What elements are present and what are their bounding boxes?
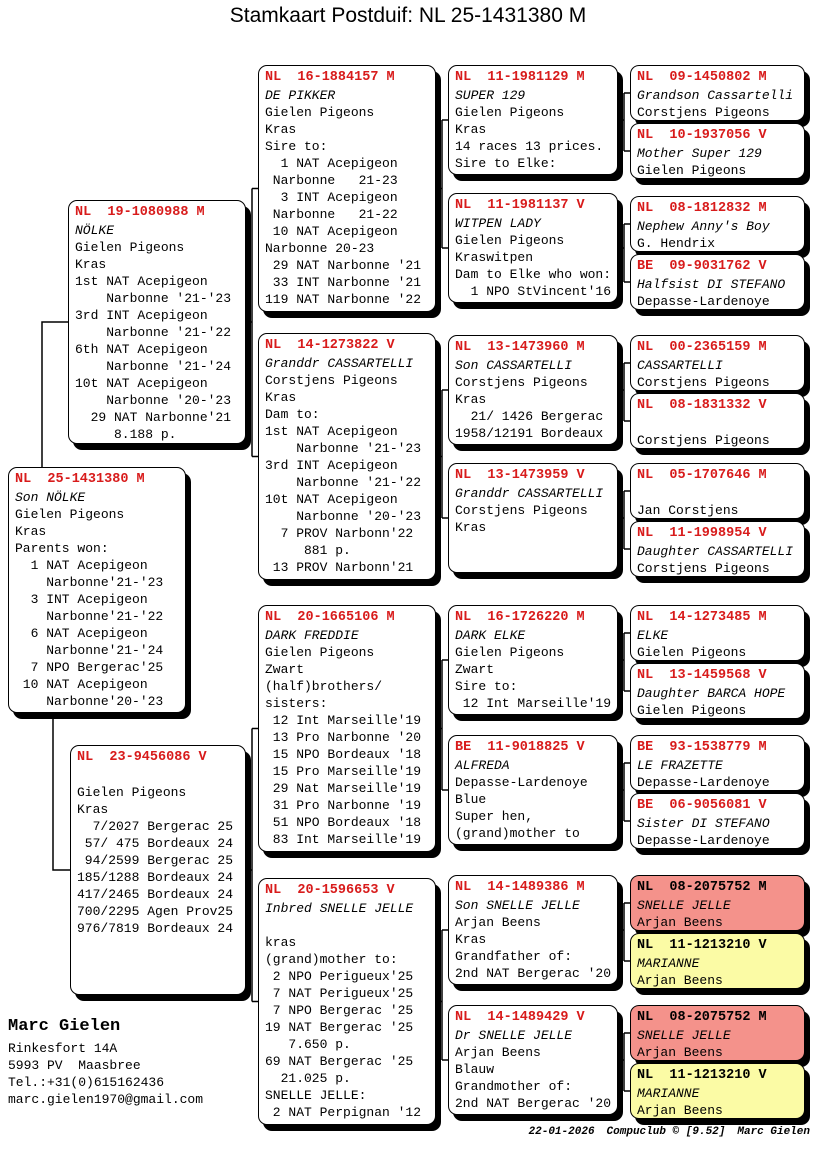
box-text-line: G. Hendrix xyxy=(637,236,716,251)
pedigree-box-c3_3 xyxy=(448,335,618,445)
box-text-line: Gielen Pigeons xyxy=(15,507,125,522)
box-text-line: 10 NAT Acepigeon xyxy=(265,224,398,239)
pedigree-box-c3_4 xyxy=(448,463,618,573)
box-text-line: 6th NAT Acepigeon xyxy=(75,342,208,357)
pedigree-box-c4_6 xyxy=(630,393,805,449)
box-text-line: 3rd INT Acepigeon xyxy=(265,458,398,473)
box-text-line: Gielen Pigeons xyxy=(455,233,565,248)
ring-number: NL 08-1831332 V xyxy=(637,398,767,413)
pigeon-name: Son CASSARTELLI xyxy=(455,358,573,373)
connector-line xyxy=(436,120,448,248)
box-text-line: Corstjens Pigeons xyxy=(455,503,588,518)
box-text-line: Blauw xyxy=(455,1062,495,1077)
pigeon-name: Inbred SNELLE JELLE xyxy=(265,901,414,916)
ring-number: NL 11-1981129 M xyxy=(455,70,585,85)
ring-number: NL 05-1707646 M xyxy=(637,468,767,483)
ring-number: NL 08-2075752 M xyxy=(637,1010,767,1025)
box-text-line: Blue xyxy=(455,792,487,807)
box-text-line xyxy=(77,767,243,784)
box-text-line: Corstjens Pigeons xyxy=(637,105,770,120)
footer-owner: Marc Gielen xyxy=(737,1126,810,1138)
box-text-line: 15 NPO Bordeaux '18 xyxy=(265,747,422,762)
pigeon-name: NÖLKE xyxy=(75,223,115,238)
box-text-line: Corstjens Pigeons xyxy=(265,373,398,388)
pigeon-name: Sister DI STEFANO xyxy=(637,816,770,831)
pedigree-box-c3_1 xyxy=(448,65,618,175)
box-text-line: 57/ 475 Bordeaux 24 xyxy=(77,836,234,851)
pedigree-box-dam xyxy=(70,745,246,995)
ring-number: NL 11-1213210 V xyxy=(637,938,767,953)
pigeon-name: Nephew Anny's Boy xyxy=(637,219,770,234)
box-text-line: Kras xyxy=(455,932,487,947)
box-text-line: 12 Int Marseille'19 xyxy=(455,696,612,711)
ring-number: NL 14-1273485 M xyxy=(637,610,767,625)
box-text-line: 119 NAT Narbonne '22 xyxy=(265,292,422,307)
box-text-line: 8.188 p. xyxy=(75,427,177,442)
pedigree-box-c3_7 xyxy=(448,875,618,985)
box-text-line: 33 INT Narbonne '21 xyxy=(265,275,422,290)
box-text-line: Narbonne'21-'23 xyxy=(15,575,164,590)
box-text-line: Narbonne '21-'23 xyxy=(265,441,422,456)
pedigree-box-c3_2 xyxy=(448,193,618,303)
box-text-line: 2nd NAT Bergerac '20 xyxy=(455,1096,612,1111)
pedigree-box-c2_4 xyxy=(258,878,436,1125)
box-text-line: 12 Int Marseille'19 xyxy=(265,713,422,728)
box-text-line: 7 NPO Bergerac'25 xyxy=(15,660,164,675)
ring-number: NL 19-1080988 M xyxy=(75,205,205,220)
box-text-line: Narbonne'21-'22 xyxy=(15,609,164,624)
box-text-line: Arjan Beens xyxy=(637,1103,723,1118)
box-text-line: Gielen Pigeons xyxy=(637,703,747,718)
box-text-line: Narbonne 20-23 xyxy=(265,241,375,256)
pedigree-box-c4_10 xyxy=(630,663,805,719)
box-text-line: 51 NPO Bordeaux '18 xyxy=(265,815,422,830)
connector-line xyxy=(436,660,448,790)
owner-email: marc.gielen1970@gmail.com xyxy=(8,1092,204,1107)
box-text-line: 6 NAT Acepigeon xyxy=(15,626,148,641)
pedigree-box-c4_1 xyxy=(630,65,805,121)
pigeon-name: Halfsist DI STEFANO xyxy=(637,277,786,292)
box-text-line: Gielen Pigeons xyxy=(265,645,375,660)
ring-number: NL 08-2075752 M xyxy=(637,880,767,895)
box-text-line: 15 Pro Marseille'19 xyxy=(265,764,422,779)
pedigree-box-c4_11 xyxy=(630,735,805,791)
connector-line xyxy=(618,633,630,691)
pedigree-box-c4_16 xyxy=(630,1063,805,1119)
box-text-line: sisters: xyxy=(265,696,328,711)
pedigree-box-c4_2 xyxy=(630,123,805,179)
box-text-line: 83 Int Marseille'19 xyxy=(265,832,422,847)
ring-number: NL 11-1998954 V xyxy=(637,526,767,541)
pigeon-name: Daughter BARCA HOPE xyxy=(637,686,786,701)
pigeon-name: Son NÖLKE xyxy=(15,490,86,505)
box-text-line: Depasse-Lardenoye xyxy=(637,775,770,790)
box-text-line: Kras xyxy=(77,802,109,817)
box-text-line: Gielen Pigeons xyxy=(637,163,747,178)
connector-line xyxy=(618,903,630,961)
box-text-line: Narbonne'21-'24 xyxy=(15,643,164,658)
owner-address-street: Rinkesfort 14A xyxy=(8,1041,118,1056)
pigeon-name: Mother Super 129 xyxy=(637,146,762,161)
box-text-line: Corstjens Pigeons xyxy=(455,375,588,390)
footer-date: 22-01-2026 xyxy=(528,1126,595,1138)
pigeon-name: Son SNELLE JELLE xyxy=(455,898,580,913)
ring-number: NL 10-1937056 V xyxy=(637,128,767,143)
box-text-line: Narbonne 21-23 xyxy=(265,173,398,188)
ring-number: NL 16-1884157 M xyxy=(265,70,395,85)
box-text-line: 69 NAT Bergerac '25 xyxy=(265,1054,414,1069)
box-text-line: 2nd NAT Bergerac '20 xyxy=(455,966,612,981)
ring-number: NL 20-1665106 M xyxy=(265,610,395,625)
box-text-line: 29 Nat Marseille'19 xyxy=(265,781,422,796)
ring-number: NL 14-1489429 V xyxy=(455,1010,585,1025)
box-text-line: (grand)mother to: xyxy=(265,952,398,967)
box-text-line: Corstjens Pigeons xyxy=(637,433,770,448)
box-text-line: 700/2295 Agen Prov25 xyxy=(77,904,234,919)
pedigree-box-c2_1 xyxy=(258,65,436,312)
box-text-line: Narbonne '21-'23 xyxy=(75,291,232,306)
pigeon-name: Granddr CASSARTELLI xyxy=(265,356,414,371)
pigeon-name: WITPEN LADY xyxy=(455,216,541,231)
pigeon-name: Daughter CASSARTELLI xyxy=(637,544,794,559)
box-text-line: Arjan Beens xyxy=(455,915,541,930)
box-text-line: 10t NAT Acepigeon xyxy=(75,376,208,391)
box-text-line: Grandfather of: xyxy=(455,949,573,964)
pigeon-name: MARIANNE xyxy=(637,1086,700,1101)
connector-line xyxy=(618,224,630,282)
box-text-line: 1st NAT Acepigeon xyxy=(75,274,208,289)
box-text-line: Zwart xyxy=(455,662,495,677)
connector-line xyxy=(246,729,258,1002)
print-footer xyxy=(517,1126,810,1138)
box-text-line: 1st NAT Acepigeon xyxy=(265,424,398,439)
box-text-line: Narbonne '21-'22 xyxy=(75,325,232,340)
connector-line xyxy=(618,491,630,549)
box-text-line: Depasse-Lardenoye xyxy=(455,775,588,790)
box-text-line: 7 NPO Bergerac '25 xyxy=(265,1003,414,1018)
ring-number: NL 20-1596653 V xyxy=(265,883,395,898)
pedigree-box-c3_8 xyxy=(448,1005,618,1115)
box-text-line: Depasse-Lardenoye xyxy=(637,833,770,848)
pigeon-name: DARK ELKE xyxy=(455,628,526,643)
pigeon-name: Grandson Cassartelli xyxy=(637,88,794,103)
pigeon-name: SNELLE JELLE xyxy=(637,898,731,913)
pedigree-box-c4_13 xyxy=(630,875,805,931)
box-text-line: (grand)mother to xyxy=(455,826,580,841)
pedigree-box-c2_2 xyxy=(258,333,436,580)
pigeon-name: LE FRAZETTE xyxy=(637,758,723,773)
connector-line xyxy=(436,390,448,518)
box-text-line: 7.650 p. xyxy=(265,1037,351,1052)
connector-line xyxy=(246,189,258,457)
box-text-line: Arjan Beens xyxy=(637,973,723,988)
pigeon-name: SNELLE JELLE xyxy=(637,1028,731,1043)
box-text-line: 31 Pro Narbonne '19 xyxy=(265,798,422,813)
box-text-line: Kras xyxy=(265,390,297,405)
owner-name: Marc Gielen xyxy=(8,1017,121,1036)
box-text-line: SNELLE JELLE: xyxy=(265,1088,367,1103)
pedigree-box-c4_4 xyxy=(630,254,805,310)
pedigree-box-c4_3 xyxy=(630,196,805,252)
ring-number: NL 09-1450802 M xyxy=(637,70,767,85)
ring-number: NL 08-1812832 M xyxy=(637,201,767,216)
box-text-line: Gielen Pigeons xyxy=(455,645,565,660)
box-text-line: 1958/12191 Bordeaux xyxy=(455,426,604,441)
box-text-line: Narbonne '20-'23 xyxy=(75,393,232,408)
box-text-line: 1 NPO StVincent'16 xyxy=(455,284,612,299)
ring-number: NL 00-2365159 M xyxy=(637,340,767,355)
pedigree-box-c4_9 xyxy=(630,605,805,661)
box-text-line xyxy=(637,485,802,502)
ring-number: NL 23-9456086 V xyxy=(77,750,207,765)
box-text-line: 881 p. xyxy=(265,543,351,558)
box-text-line: Narbonne '21-'24 xyxy=(75,359,232,374)
ring-number: BE 06-9056081 V xyxy=(637,798,767,813)
box-text-line: Kras xyxy=(75,257,107,272)
box-text-line: Narbonne'20-'23 xyxy=(15,694,164,709)
box-text-line: Sire to: xyxy=(265,139,328,154)
box-text-line: 1 NAT Acepigeon xyxy=(15,558,148,573)
box-text-line: Arjan Beens xyxy=(455,1045,541,1060)
box-text-line: (half)brothers/ xyxy=(265,679,383,694)
pigeon-name: ALFREDA xyxy=(455,758,510,773)
pedigree-box-c4_7 xyxy=(630,463,805,519)
box-text-line: Kras xyxy=(455,520,487,535)
box-text-line: Sire to: xyxy=(455,679,518,694)
ring-number: NL 16-1726220 M xyxy=(455,610,585,625)
pigeon-name: CASSARTELLI xyxy=(637,358,723,373)
pedigree-box-c2_3 xyxy=(258,605,436,852)
connector-line xyxy=(618,763,630,821)
box-text-line: 7 NAT Perigueux'25 xyxy=(265,986,414,1001)
ring-number: NL 13-1473960 M xyxy=(455,340,585,355)
pigeon-name: Dr SNELLE JELLE xyxy=(455,1028,573,1043)
pedigree-box-subject xyxy=(8,467,186,713)
ring-number: BE 09-9031762 V xyxy=(637,259,767,274)
box-text-line: Gielen Pigeons xyxy=(265,105,375,120)
box-text-line: 29 NAT Narbonne'21 xyxy=(75,410,232,425)
footer-software: Compuclub © [9.52] xyxy=(606,1126,726,1138)
box-text-line: 2 NAT Perpignan '12 xyxy=(265,1105,422,1120)
box-text-line: 14 races 13 prices. xyxy=(455,139,604,154)
owner-address-city: 5993 PV Maasbree xyxy=(8,1058,141,1073)
box-text-line: Jan Corstjens xyxy=(637,503,739,518)
box-text-line: 7 PROV Narbonn'22 xyxy=(265,526,414,541)
pedigree-box-c4_15 xyxy=(630,1005,805,1061)
box-text-line: Arjan Beens xyxy=(637,915,723,930)
box-text-line: Kraswitpen xyxy=(455,250,534,265)
box-text-line: Kras xyxy=(15,524,47,539)
box-text-line: Narbonne '21-'22 xyxy=(265,475,422,490)
box-text-line xyxy=(265,917,433,934)
pedigree-box-sire xyxy=(68,200,246,444)
box-text-line: Depasse-Lardenoye xyxy=(637,294,770,309)
connector-line xyxy=(618,93,630,151)
pedigree-box-c4_12 xyxy=(630,793,805,849)
box-text-line: Kras xyxy=(455,392,487,407)
box-text-line: Super hen, xyxy=(455,809,534,824)
box-text-line: kras xyxy=(265,935,297,950)
box-text-line: Dam to: xyxy=(265,407,320,422)
box-text-line: Gielen Pigeons xyxy=(75,240,185,255)
ring-number: NL 14-1273822 V xyxy=(265,338,395,353)
box-text-line: Narbonne 21-22 xyxy=(265,207,398,222)
box-text-line: 13 Pro Narbonne '20 xyxy=(265,730,422,745)
pedigree-box-c4_14 xyxy=(630,933,805,989)
box-text-line: Grandmother of: xyxy=(455,1079,573,1094)
box-text-line: Sire to Elke: xyxy=(455,156,557,171)
box-text-line: 10t NAT Acepigeon xyxy=(265,492,398,507)
box-text-line: Parents won: xyxy=(15,541,109,556)
box-text-line: Zwart xyxy=(265,662,305,677)
box-text-line: 3 INT Acepigeon xyxy=(265,190,398,205)
pigeon-name: DE PIKKER xyxy=(265,88,336,103)
connector-line xyxy=(618,363,630,421)
box-text-line: 19 NAT Bergerac '25 xyxy=(265,1020,414,1035)
box-text-line: Corstjens Pigeons xyxy=(637,561,770,576)
ring-number: NL 14-1489386 M xyxy=(455,880,585,895)
box-text-line: Kras xyxy=(265,122,297,137)
box-text-line: 1 NAT Acepigeon xyxy=(265,156,398,171)
box-text-line: 3 INT Acepigeon xyxy=(15,592,148,607)
box-text-line: 185/1288 Bordeaux 24 xyxy=(77,870,234,885)
connector-line xyxy=(53,713,70,870)
box-text-line: Gielen Pigeons xyxy=(455,105,565,120)
box-text-line: Kras xyxy=(455,122,487,137)
owner-contact-block xyxy=(8,1014,203,1108)
pigeon-name: SUPER 129 xyxy=(455,88,526,103)
connector-line xyxy=(436,930,448,1060)
box-text-line: 7/2027 Bergerac 25 xyxy=(77,819,234,834)
box-text-line: 94/2599 Bergerac 25 xyxy=(77,853,234,868)
box-text-line: 976/7819 Bordeaux 24 xyxy=(77,921,234,936)
owner-phone: Tel.:+31(0)615162436 xyxy=(8,1075,165,1090)
page-title: Stamkaart Postduif: NL 25-1431380 M xyxy=(229,4,587,27)
pigeon-name: MARIANNE xyxy=(637,956,700,971)
pigeon-name: ELKE xyxy=(637,628,669,643)
box-text-line: Dam to Elke who won: xyxy=(455,267,612,282)
pedigree-box-c3_5 xyxy=(448,605,618,715)
box-text-line: 3rd INT Acepigeon xyxy=(75,308,208,323)
box-text-line: 21/ 1426 Bergerac xyxy=(455,409,604,424)
ring-number: NL 11-1213210 V xyxy=(637,1068,767,1083)
ring-number: NL 25-1431380 M xyxy=(15,472,145,487)
connector-line xyxy=(618,1033,630,1091)
box-text-line: Narbonne '20-'23 xyxy=(265,509,422,524)
pigeon-name: Granddr CASSARTELLI xyxy=(455,486,604,501)
box-text-line: Gielen Pigeons xyxy=(637,645,747,660)
box-text-line: 10 NAT Acepigeon xyxy=(15,677,148,692)
box-text-line xyxy=(637,415,802,432)
box-text-line: Gielen Pigeons xyxy=(77,785,187,800)
pigeon-name: DARK FREDDIE xyxy=(265,628,359,643)
pedigree-box-c4_8 xyxy=(630,521,805,577)
box-text-line: Corstjens Pigeons xyxy=(637,375,770,390)
box-text-line: 417/2465 Bordeaux 24 xyxy=(77,887,234,902)
connector-line xyxy=(42,322,68,467)
pedigree-box-c3_6 xyxy=(448,735,618,845)
ring-number: NL 13-1459568 V xyxy=(637,668,767,683)
ring-number: BE 93-1538779 M xyxy=(637,740,767,755)
pedigree-box-c4_5 xyxy=(630,335,805,391)
box-text-line: 13 PROV Narbonn'21 xyxy=(265,560,414,575)
ring-number: BE 11-9018825 V xyxy=(455,740,585,755)
box-text-line: Arjan Beens xyxy=(637,1045,723,1060)
box-text-line: 29 NAT Narbonne '21 xyxy=(265,258,422,273)
box-text-line: 21.025 p. xyxy=(265,1071,351,1086)
ring-number: NL 13-1473959 V xyxy=(455,468,585,483)
ring-number: NL 11-1981137 V xyxy=(455,198,585,213)
box-text-line: 2 NPO Perigueux'25 xyxy=(265,969,414,984)
